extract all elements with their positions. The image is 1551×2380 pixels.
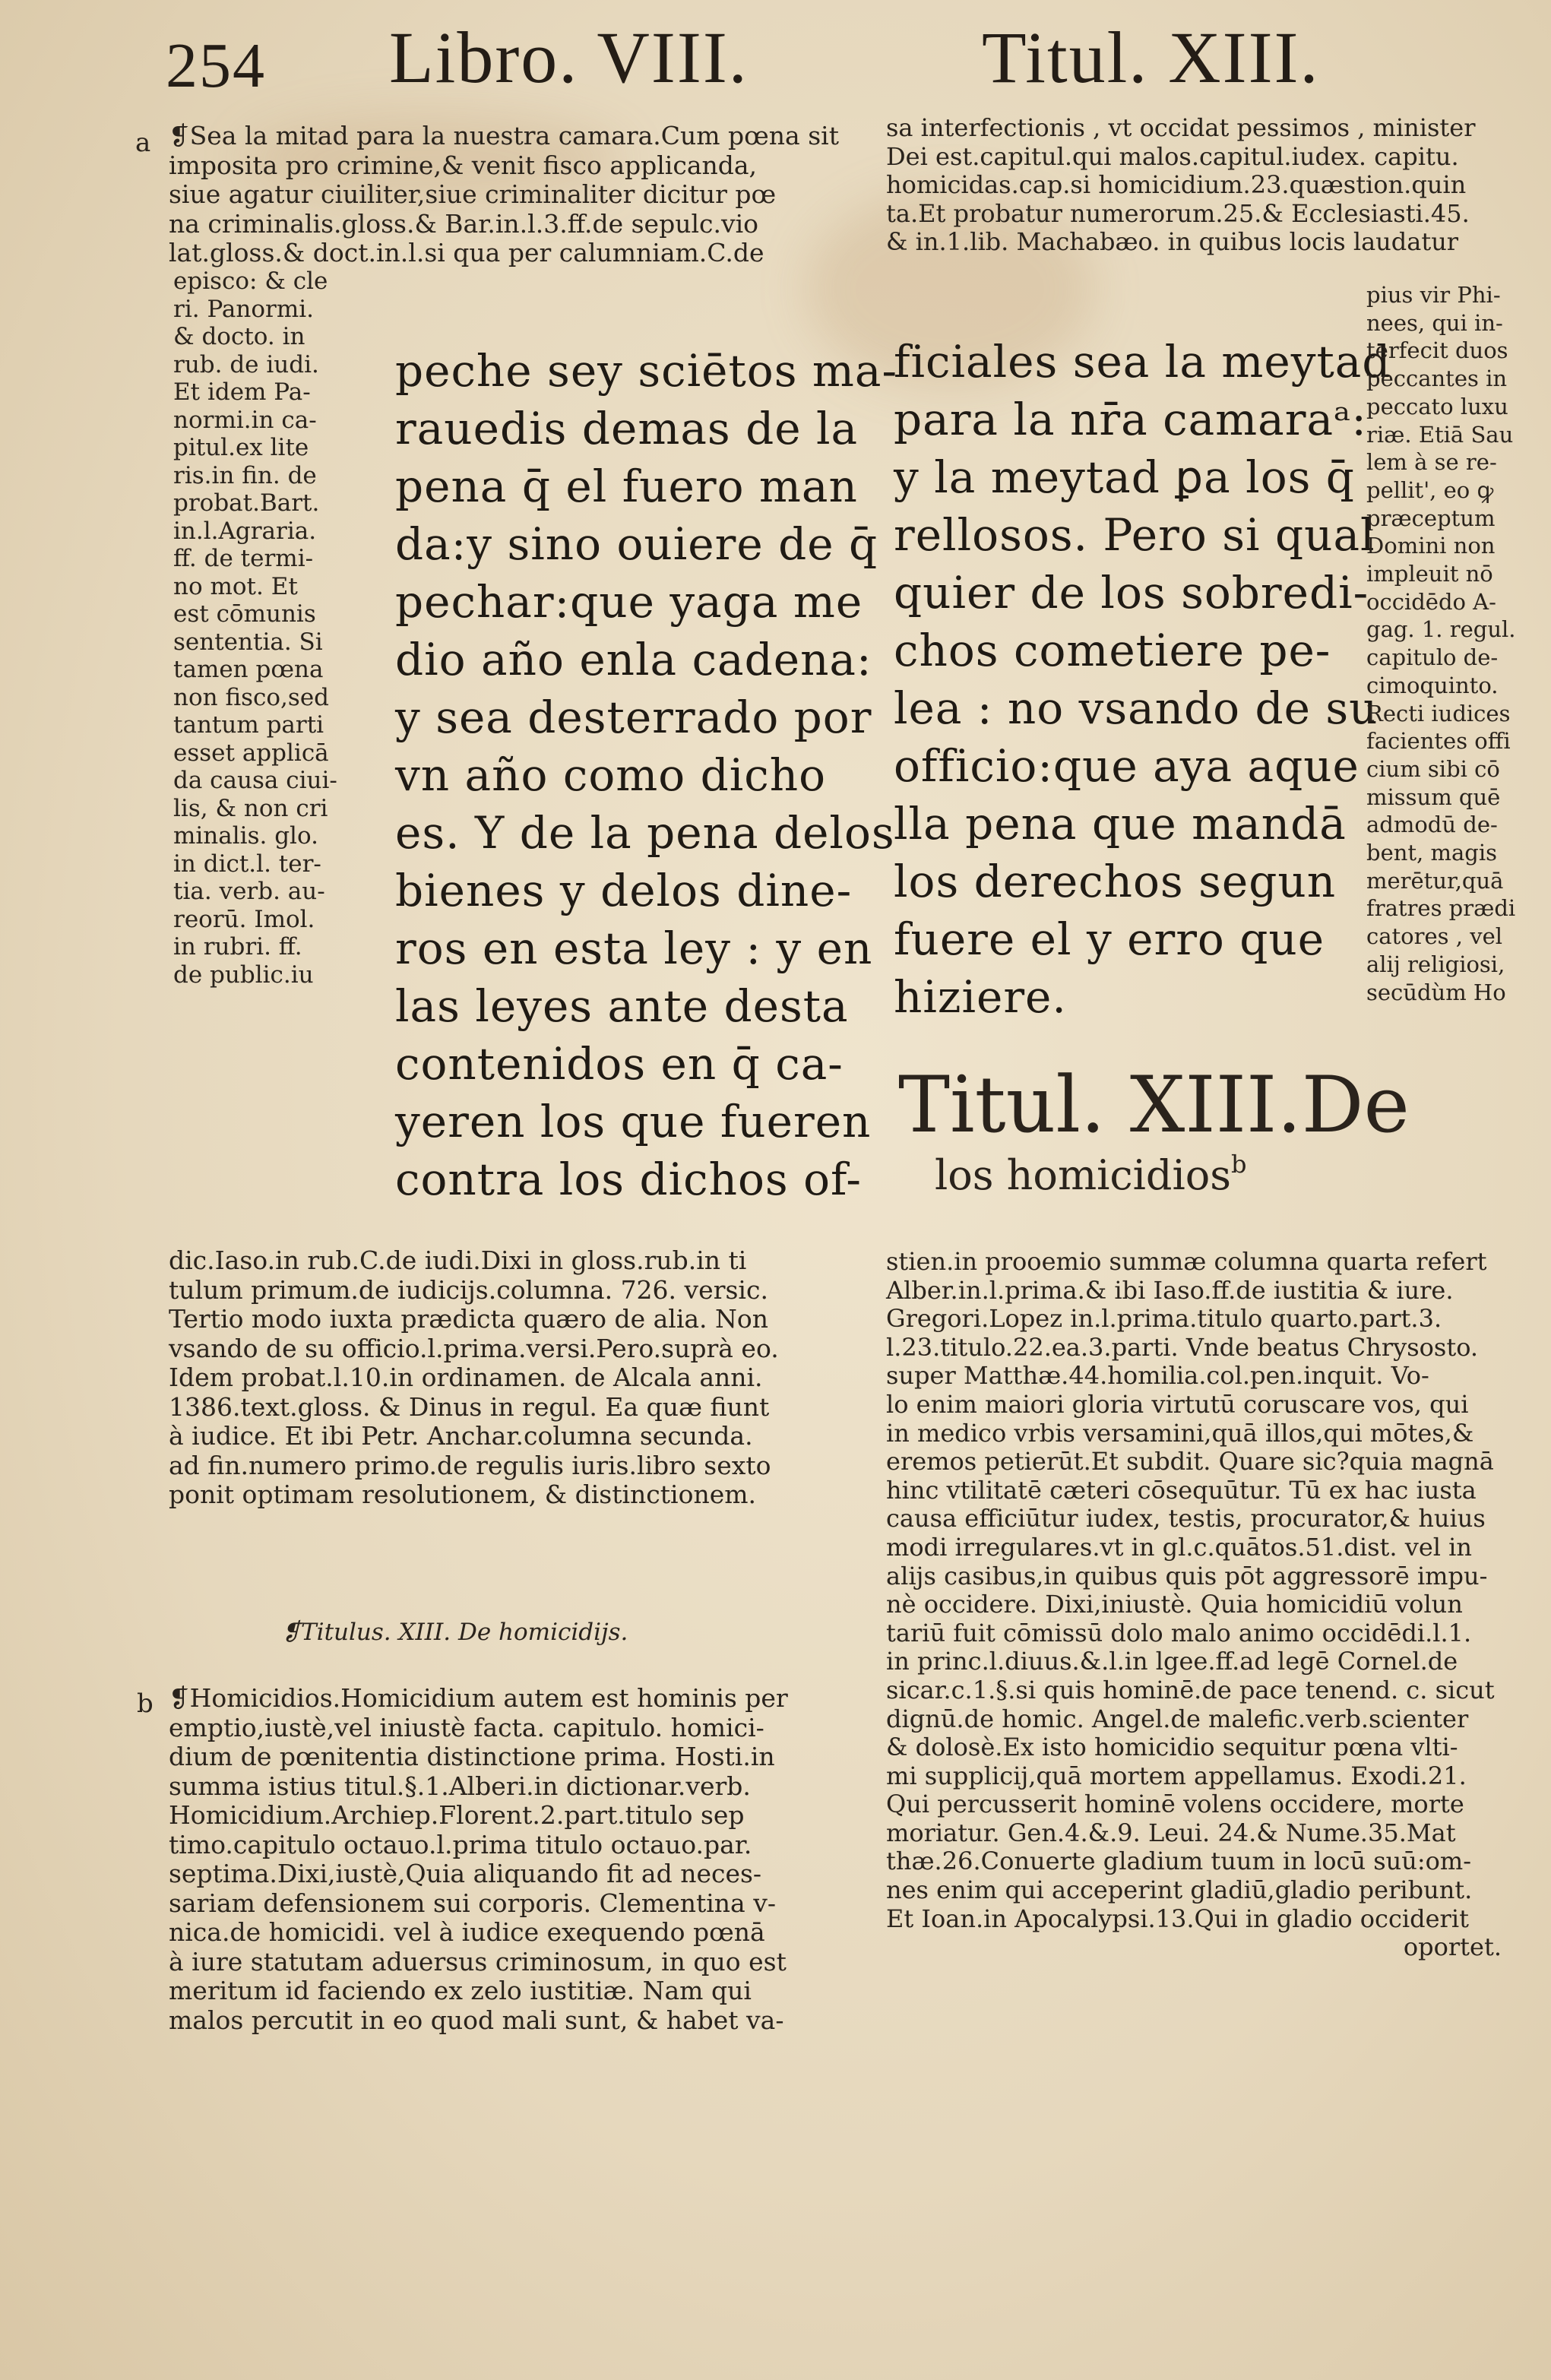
main-line: lla pena que mandā bbox=[894, 798, 1347, 850]
main-line: para la nr̄a camaraᵃ: bbox=[894, 394, 1367, 445]
gloss-line: vsando de su officio.l.prima.versi.Pero.suprà eo. bbox=[169, 1333, 779, 1363]
gloss-line: tia. verb. au- bbox=[173, 878, 325, 905]
gloss-line: ❡Homicidios.Homicidium autem est hominis per bbox=[169, 1683, 788, 1713]
gloss-line: in.l.Agraria. bbox=[173, 517, 317, 545]
gloss-line: ta.Et probatur numerorum.25.& Ecclesiasti.45. bbox=[886, 198, 1470, 228]
main-line: lea : no vsando de su bbox=[894, 682, 1378, 734]
gloss-subheading: ❡Titulus. XIII. De homicidijs. bbox=[281, 1619, 628, 1646]
gloss-line: esset applicā bbox=[173, 739, 329, 767]
main-line: rauedis demas de la bbox=[395, 403, 859, 454]
gloss-line: bent, magis bbox=[1366, 840, 1498, 866]
gloss-line: à iudice. Et ibi Petr. Anchar.columna secunda. bbox=[169, 1421, 753, 1451]
gloss-right-narrow bbox=[1366, 281, 1543, 1006]
main-line: y sea desterrado por bbox=[395, 692, 872, 743]
gloss-line: cimoquinto. bbox=[1366, 672, 1499, 698]
main-line: quier de los sobredi- bbox=[894, 567, 1369, 619]
gloss-line: homicidas.cap.si homicidium.23.quæstion.quin bbox=[886, 170, 1467, 200]
gloss-line: na criminalis.gloss.& Bar.in.l.3.ff.de sepulc.vio bbox=[169, 208, 759, 239]
main-line: rellosos. Pero si qual bbox=[894, 509, 1375, 561]
gloss-line: gag. 1. regul. bbox=[1366, 616, 1516, 643]
gloss-line: sa interfectionis , vt occidat pessimos , minister bbox=[886, 113, 1476, 142]
main-line: las leyes ante desta bbox=[395, 980, 849, 1032]
gloss-line: de public.iu bbox=[173, 961, 314, 989]
gloss-line: ponit optimam resolutionem, & distinctionem. bbox=[169, 1480, 757, 1509]
gloss-line: malos percutit in eo quod mali sunt, & habet va- bbox=[169, 2005, 784, 2035]
gloss-line: thæ.26.Conuerte gladium tuum in locū suū:om- bbox=[886, 1847, 1472, 1876]
gloss-line: Recti iudices bbox=[1366, 700, 1511, 726]
gloss-line: stien.in prooemio summæ columna quarta refert bbox=[886, 1247, 1487, 1276]
main-line: da:y sino ouiere de q̄ bbox=[395, 518, 878, 570]
gloss-line: & docto. in bbox=[173, 323, 305, 350]
gloss-line: ris.in fin. de bbox=[173, 461, 317, 489]
gloss-line: sicar.c.1.§.si quis hominē.de pace tenend. c. sicut bbox=[886, 1675, 1495, 1704]
gloss-line: lat.gloss.& doct.in.l.si qua per calumniam.C.de bbox=[169, 238, 764, 267]
gloss-line: Idem probat.l.10.in ordinamen. de Alcala anni. bbox=[169, 1362, 763, 1392]
gloss-line: septima.Dixi,iustè,Quia aliquando fit ad neces- bbox=[169, 1859, 762, 1888]
running-head-title: Titul. XIII. bbox=[982, 17, 1320, 98]
gloss-line: in princ.l.diuus.&.l.in lgee.ff.ad legē Cornel.de bbox=[886, 1647, 1458, 1676]
gloss-line: riæ. Etiā Sau bbox=[1366, 421, 1514, 448]
title-subheading-text: los homicidios bbox=[935, 1151, 1231, 1199]
main-line: vn año como dicho bbox=[395, 749, 827, 801]
gloss-line: 1386.text.gloss. & Dinus in regul. Ea quæ fiunt bbox=[169, 1391, 770, 1422]
gloss-line: tariū fuit cōmissū dolo malo animo occidēdi.l.1. bbox=[886, 1618, 1472, 1647]
gloss-line: da causa ciui- bbox=[173, 767, 337, 794]
main-line: chos cometiere pe- bbox=[894, 625, 1331, 676]
main-line: fuere el y erro que bbox=[894, 913, 1325, 965]
gloss-line: & in.1.lib. Machabæo. in quibus locis laudatur bbox=[886, 227, 1459, 257]
gloss-line: Tertio modo iuxta prædicta quæro de alia. Non bbox=[169, 1304, 769, 1334]
gloss-a-narrow bbox=[173, 267, 363, 989]
gloss-line: super Matthæ.44.homilia.col.pen.inquit. Vo- bbox=[886, 1361, 1429, 1391]
gloss-line: occidēdo A- bbox=[1366, 588, 1496, 615]
gloss-marker-a: a bbox=[135, 128, 151, 158]
gloss-line: oportet. bbox=[1403, 1932, 1502, 1962]
gloss-line: emptio,iustè,vel iniustè facta. capitulo. homici- bbox=[169, 1712, 764, 1742]
gloss-line: tamen pœna bbox=[173, 656, 324, 683]
gloss-line: dium de pœnitentia distinctione prima. Hosti.in bbox=[169, 1742, 775, 1771]
main-line: peche sey sciētos ma- bbox=[395, 345, 898, 397]
gloss-line: tulum primum.de iudicijs.columna. 726. versic. bbox=[169, 1274, 768, 1305]
gloss-line: à iure statutam aduersus criminosum, in quo est bbox=[169, 1946, 787, 1976]
title-subheading bbox=[935, 1140, 1246, 1200]
gloss-line: missum quē bbox=[1366, 783, 1501, 810]
main-line: dio año enla cadena: bbox=[395, 634, 872, 685]
gloss-line: ri. Panormi. bbox=[173, 295, 315, 323]
main-line: pena q̄ el fuero man bbox=[395, 460, 858, 512]
gloss-line: no mot. Et bbox=[173, 572, 298, 600]
gloss-line: Gregori.Lopez in.l.prima.titulo quarto.part.3. bbox=[886, 1304, 1442, 1334]
gloss-line: eremos petierūt.Et subdit. Quare sic?quia magnā bbox=[886, 1447, 1494, 1476]
gloss-line: alij religiosi, bbox=[1366, 951, 1505, 977]
gloss-line: nes enim qui acceperint gladiū,gladio peribunt. bbox=[886, 1875, 1473, 1905]
gloss-line: Dei est.capitul.qui malos.capitul.iudex. capitu. bbox=[886, 141, 1459, 171]
main-line: contenidos en q̄ ca- bbox=[395, 1038, 844, 1090]
gloss-line: siue agatur ciuiliter,siue criminaliter dicitur pœ bbox=[169, 179, 777, 209]
gloss-line: meritum id faciendo ex zelo iustitiæ. Nam qui bbox=[169, 1976, 752, 2005]
gloss-line: pellit', eo ꝙ bbox=[1366, 476, 1494, 503]
gloss-line: ff. de termi- bbox=[173, 545, 314, 572]
gloss-line: catores , vel bbox=[1366, 923, 1503, 950]
gloss-line: nica.de homicidi. vel à iudice exequendo pœnā bbox=[169, 1917, 765, 1947]
title-heading: Titul. XIII.De bbox=[898, 1060, 1410, 1150]
main-line: contra los dichos of- bbox=[395, 1154, 863, 1205]
gloss-line: episco: & cle bbox=[173, 267, 328, 295]
gloss-line: lo enim maiori gloria virtutū coruscare vos, qui bbox=[886, 1389, 1469, 1419]
gloss-line: Homicidium.Archiep.Florent.2.part.titulo sep bbox=[169, 1800, 745, 1830]
gloss-right-bottom bbox=[886, 1248, 1532, 1962]
running-head-book: Libro. VIII. bbox=[389, 17, 749, 98]
gloss-line: merētur,quā bbox=[1366, 867, 1504, 894]
gloss-line: reorū. Imol. bbox=[173, 905, 315, 933]
gloss-line: secūdùm Ho bbox=[1366, 979, 1506, 1005]
main-line: ficiales sea la meytad bbox=[894, 336, 1391, 388]
gloss-line: tantum parti bbox=[173, 711, 324, 739]
gloss-line: capitulo de- bbox=[1366, 644, 1499, 671]
gloss-a-continuation bbox=[169, 1246, 837, 1510]
gloss-line: sariam defensionem sui corporis. Clementina v- bbox=[169, 1888, 776, 1918]
gloss-line: peccantes in bbox=[1366, 366, 1508, 392]
gloss-line: in medico vrbis versamini,quā illos,qui mōtes,& bbox=[886, 1418, 1474, 1448]
gloss-line: timo.capitulo octauo.l.prima titulo octauo.par. bbox=[169, 1829, 752, 1859]
gloss-marker-b: b bbox=[137, 1688, 154, 1719]
gloss-line: minalis. glo. bbox=[173, 822, 318, 850]
gloss-line: imposita pro crimine,& venit fisco applicanda, bbox=[169, 150, 758, 180]
main-line: yeren los que fueren bbox=[395, 1096, 872, 1147]
gloss-line: sententia. Si bbox=[173, 628, 323, 656]
main-line: bienes y delos dine- bbox=[395, 865, 853, 916]
main-line: los derechos segun bbox=[894, 856, 1337, 907]
gloss-line: Qui percusserit hominē volens occidere, morte bbox=[886, 1790, 1464, 1819]
gloss-line: moriatur. Gen.4.&.9. Leui. 24.& Nume.35.Mat bbox=[886, 1818, 1456, 1847]
gloss-line: nees, qui in- bbox=[1366, 309, 1503, 336]
footnote-marker-b: b bbox=[1231, 1150, 1247, 1179]
gloss-line: est cōmunis bbox=[173, 600, 316, 628]
main-text-left bbox=[395, 342, 898, 1208]
gloss-right-top bbox=[886, 114, 1532, 257]
gloss-line: in rubri. ff. bbox=[173, 933, 302, 961]
gloss-line: pitul.ex lite bbox=[173, 434, 309, 461]
gloss-b bbox=[169, 1684, 837, 2035]
main-text-right bbox=[894, 333, 1391, 1026]
main-line: hiziere. bbox=[894, 971, 1067, 1023]
page-number: 254 bbox=[166, 30, 266, 101]
gloss-line: mi supplicij,quā mortem appellamus. Exodi.21. bbox=[886, 1761, 1467, 1790]
main-line: officio:que aya aque bbox=[894, 740, 1359, 792]
gloss-line: probat.Bart. bbox=[173, 489, 320, 517]
gloss-line: facientes offi bbox=[1366, 728, 1511, 755]
gloss-line: causa efficiūtur iudex, testis, procurator,& huius bbox=[886, 1504, 1486, 1533]
main-line: pechar:que yaga me bbox=[395, 576, 863, 628]
gloss-line: admodū de- bbox=[1366, 812, 1498, 838]
gloss-line: alijs casibus,in quibus quis pōt aggressorē impu- bbox=[886, 1561, 1488, 1590]
gloss-a-top bbox=[169, 122, 837, 268]
gloss-line: lis, & non cri bbox=[173, 794, 328, 822]
gloss-line: in dict.l. ter- bbox=[173, 850, 321, 878]
gloss-line: Alber.in.l.prima.& ibi Iaso.ff.de iustitia & iure. bbox=[886, 1275, 1454, 1305]
gloss-line: præceptum bbox=[1366, 505, 1496, 531]
gloss-line: rub. de iudi. bbox=[173, 350, 319, 378]
gloss-line: l.23.titulo.22.ea.3.parti. Vnde beatus Chrysosto. bbox=[886, 1332, 1479, 1362]
gloss-line: terfecit duos bbox=[1366, 337, 1508, 364]
gloss-line: peccato luxu bbox=[1366, 393, 1508, 419]
gloss-line: Domini non bbox=[1366, 533, 1496, 559]
gloss-line: dic.Iaso.in rub.C.de iudi.Dixi in gloss.rub.in ti bbox=[169, 1245, 747, 1275]
main-line: ros en esta ley : y en bbox=[395, 923, 873, 974]
gloss-line: impleuit nō bbox=[1366, 561, 1493, 587]
gloss-line: modi irregulares.vt in gl.c.quātos.51.dist. vel in bbox=[886, 1532, 1472, 1562]
main-line: es. Y de la pena delos bbox=[395, 807, 895, 859]
gloss-line: lem à se re- bbox=[1366, 449, 1497, 476]
gloss-line: pius vir Phi- bbox=[1366, 282, 1501, 308]
gloss-line: non fisco,sed bbox=[173, 683, 330, 711]
gloss-line: nè occidere. Dixi,iniustè. Quia homicidiū volun bbox=[886, 1590, 1463, 1619]
gloss-line: Et idem Pa- bbox=[173, 378, 311, 406]
gloss-line: summa istius titul.§.1.Alberi.in dictionar.verb. bbox=[169, 1771, 751, 1801]
gloss-line: cium sibi cō bbox=[1366, 755, 1500, 782]
gloss-line: hinc vtilitatē cæteri cōsequūtur. Tū ex hac iusta bbox=[886, 1475, 1477, 1505]
gloss-line: ad fin.numero primo.de regulis iuris.libro sexto bbox=[169, 1450, 771, 1480]
main-line: y la meytad ꝑa los q̄ bbox=[894, 451, 1355, 503]
gloss-line: Et Ioan.in Apocalypsi.13.Qui in gladio occiderit bbox=[886, 1904, 1469, 1933]
gloss-line: normi.in ca- bbox=[173, 406, 317, 434]
gloss-line: fratres prædi bbox=[1366, 895, 1516, 922]
gloss-line: dignū.de homic. Angel.de malefic.verb.scienter bbox=[886, 1704, 1469, 1733]
gloss-line: & dolosè.Ex isto homicidio sequitur pœna vlti- bbox=[886, 1733, 1458, 1762]
gloss-line: ❡Sea la mitad para la nuestra camara.Cum pœna sit bbox=[169, 121, 839, 150]
